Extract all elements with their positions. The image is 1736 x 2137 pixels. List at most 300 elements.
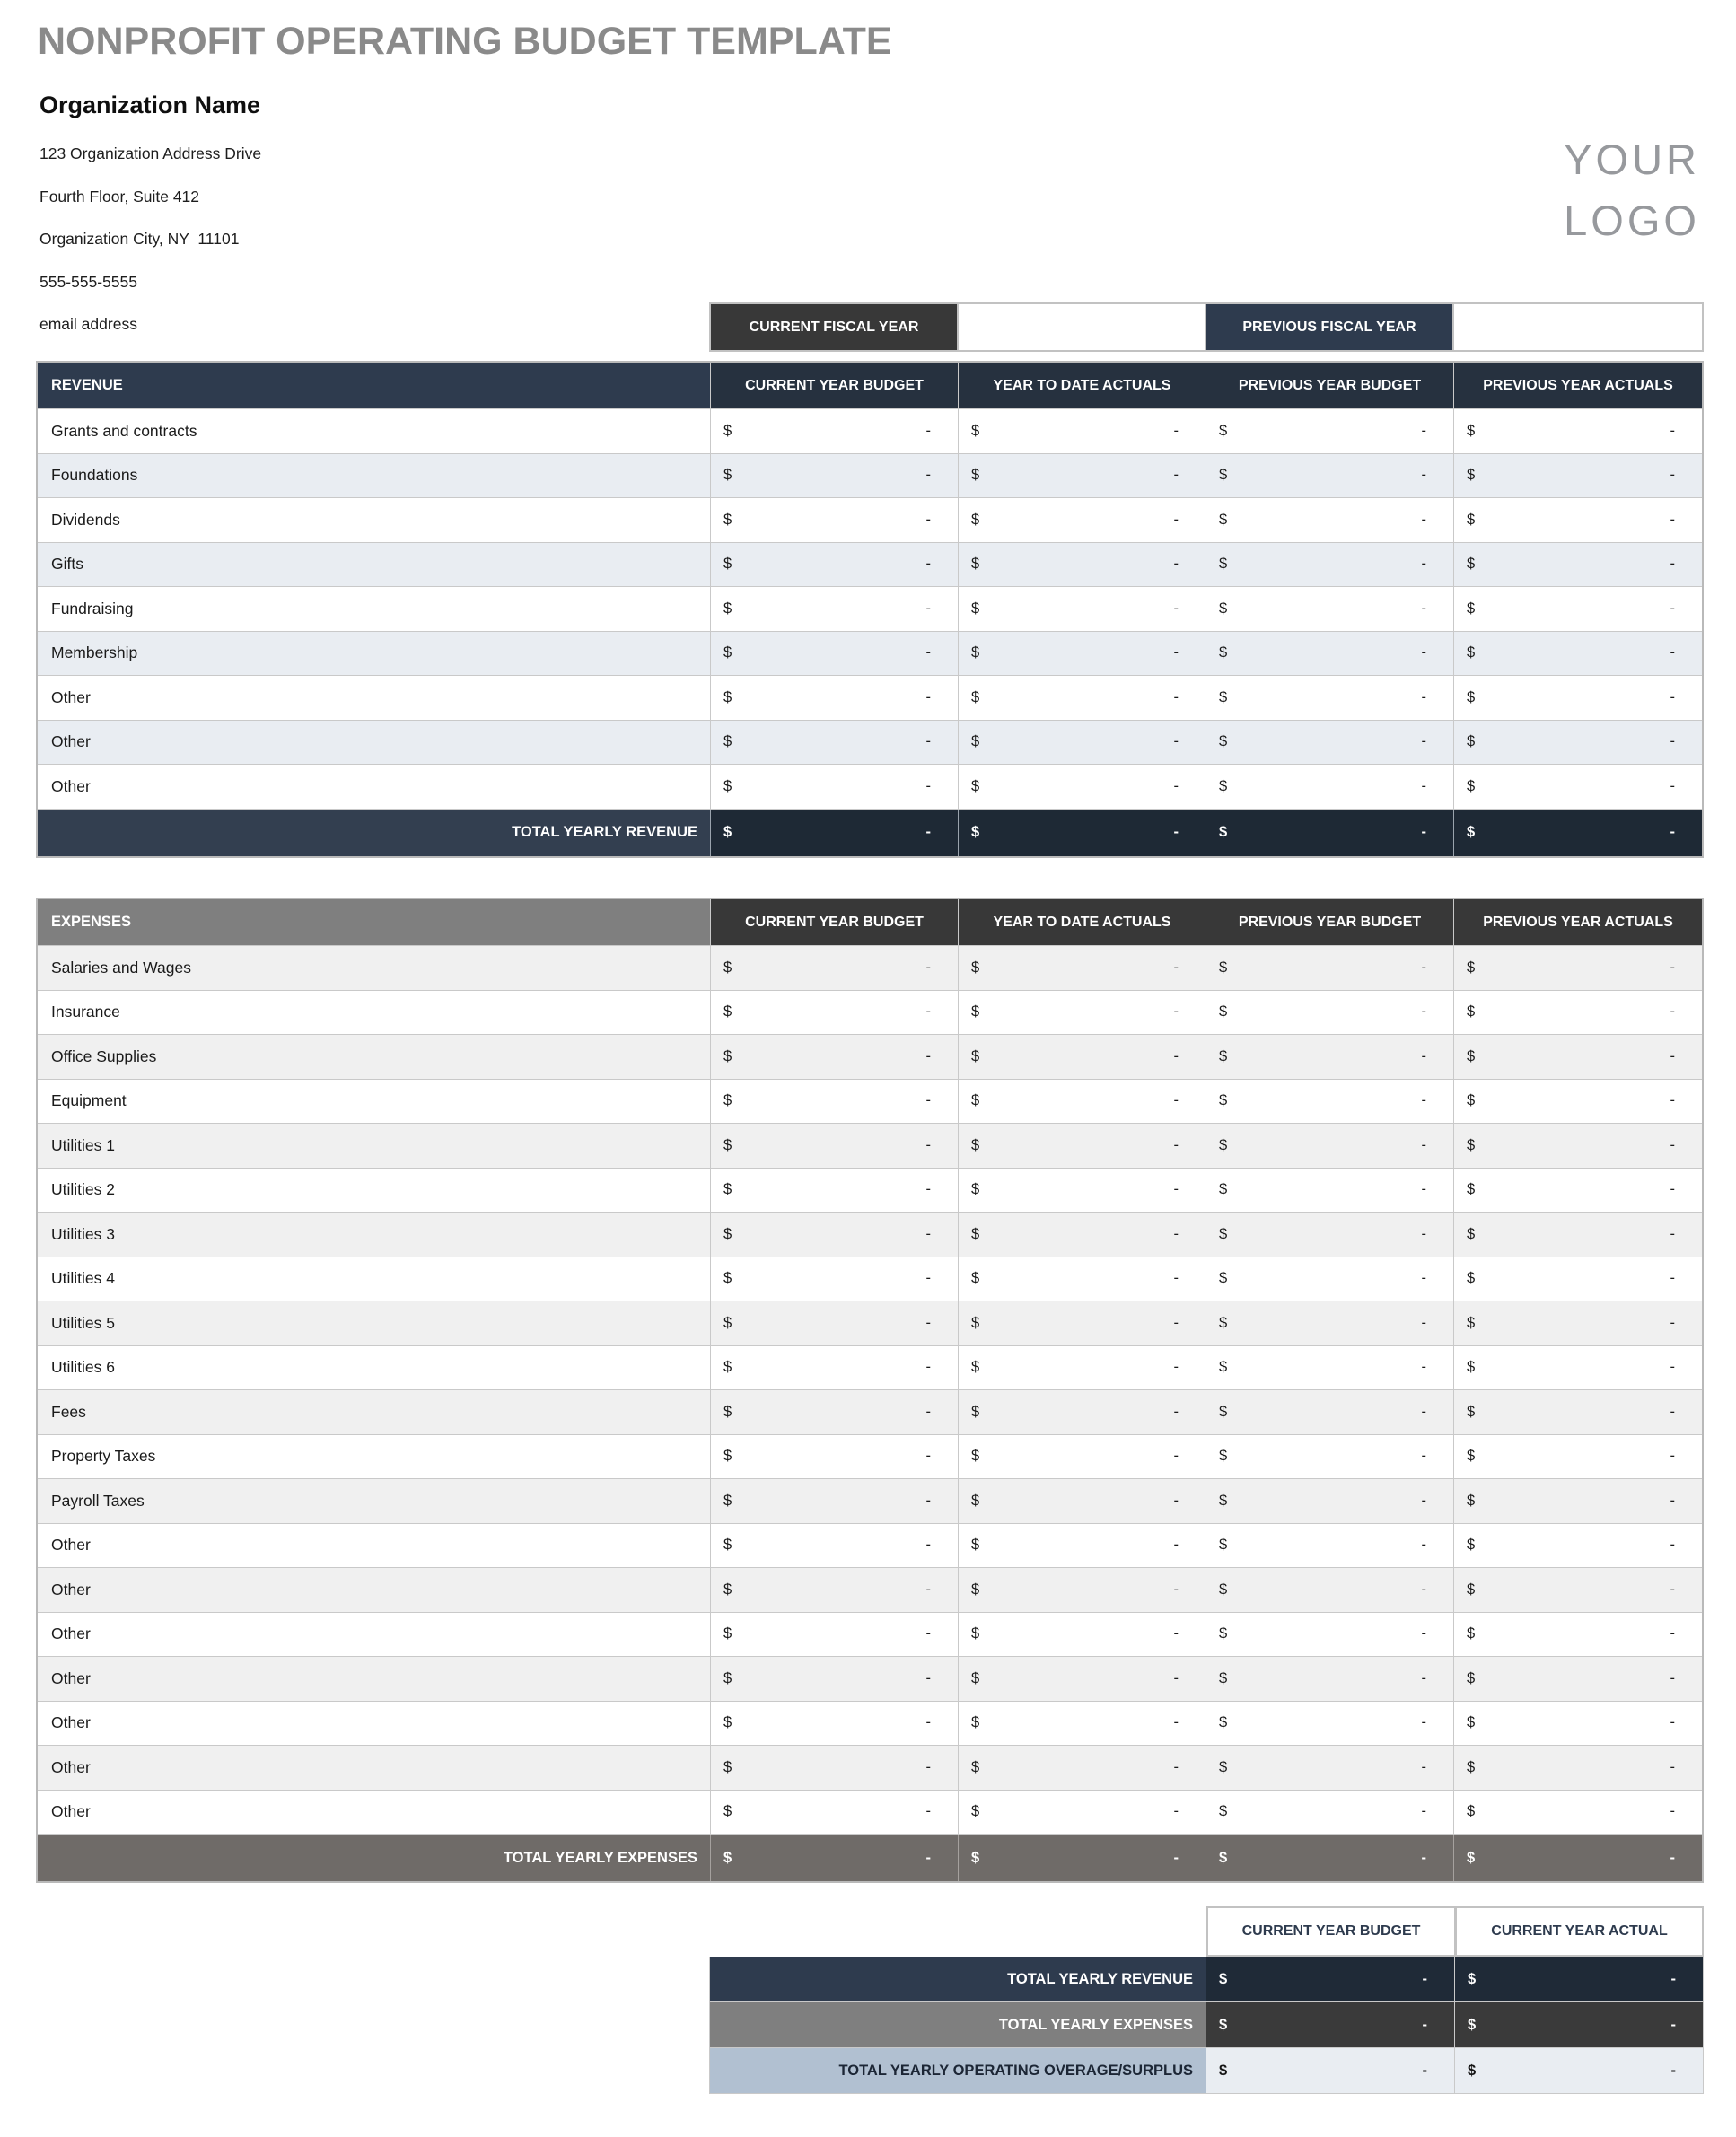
previous-fiscal-year-label: PREVIOUS FISCAL YEAR xyxy=(1206,304,1454,350)
currency-symbol: $ xyxy=(1467,1359,1476,1376)
expenses-amount-cell[interactable] xyxy=(1206,946,1454,991)
currency-symbol: $ xyxy=(723,467,732,484)
cell-value: - xyxy=(1670,1492,1675,1509)
expenses-amount-cell[interactable] xyxy=(711,1080,959,1125)
expenses-amount-cell[interactable] xyxy=(1454,1301,1702,1346)
currency-symbol: $ xyxy=(971,1403,980,1420)
expenses-amount-cell[interactable] xyxy=(1206,1479,1454,1524)
expenses-row-label[interactable]: Fees xyxy=(38,1390,711,1435)
revenue-amount-cell[interactable] xyxy=(1454,587,1702,632)
currency-symbol: $ xyxy=(1219,1181,1228,1198)
expenses-amount-cell[interactable] xyxy=(711,1346,959,1391)
currency-symbol: $ xyxy=(723,1537,732,1554)
expenses-amount-cell[interactable] xyxy=(1206,1124,1454,1169)
phone-number: 555-555-5555 xyxy=(39,272,137,291)
currency-symbol: $ xyxy=(1219,1714,1228,1731)
currency-symbol: $ xyxy=(971,1225,980,1242)
currency-symbol: $ xyxy=(971,511,980,528)
expenses-amount-cell[interactable] xyxy=(1206,1746,1454,1791)
currency-symbol: $ xyxy=(1219,2062,1228,2079)
cell-value: - xyxy=(925,1849,931,1866)
cell-value: - xyxy=(1421,1047,1426,1064)
currency-symbol: $ xyxy=(1467,644,1476,661)
currency-symbol: $ xyxy=(1467,1003,1476,1020)
expenses-amount-cell[interactable] xyxy=(711,1301,959,1346)
currency-symbol: $ xyxy=(971,1359,980,1376)
expenses-row-label[interactable]: Other xyxy=(38,1524,711,1569)
currency-symbol: $ xyxy=(1219,511,1228,528)
expenses-amount-cell[interactable] xyxy=(1206,1568,1454,1613)
summary-amount-cell xyxy=(1455,2048,1703,2093)
cell-value: - xyxy=(1421,1492,1426,1509)
expenses-row xyxy=(38,1657,1702,1702)
revenue-amount-cell[interactable] xyxy=(1206,721,1454,766)
expenses-row-label[interactable]: Other xyxy=(38,1613,711,1658)
cell-value: - xyxy=(1421,1314,1426,1331)
currency-symbol: $ xyxy=(971,688,980,705)
expenses-amount-cell[interactable] xyxy=(711,1568,959,1613)
cell-value: - xyxy=(1670,1003,1675,1020)
expenses-amount-cell[interactable] xyxy=(1454,1791,1702,1835)
expenses-amount-cell[interactable] xyxy=(1454,946,1702,991)
revenue-amount-cell[interactable] xyxy=(1454,676,1702,721)
cell-value: - xyxy=(1422,2062,1427,2079)
revenue-amount-cell[interactable] xyxy=(1454,409,1702,454)
revenue-amount-cell[interactable] xyxy=(1206,409,1454,454)
column-header: CURRENT YEAR BUDGET xyxy=(711,899,959,946)
currency-symbol: $ xyxy=(1467,1669,1476,1686)
revenue-row-label[interactable]: Other xyxy=(38,765,711,810)
expenses-amount-cell[interactable] xyxy=(1206,1035,1454,1080)
expenses-amount-cell[interactable] xyxy=(711,1657,959,1702)
currency-symbol: $ xyxy=(1219,1669,1228,1686)
cell-value: - xyxy=(925,1314,931,1331)
cell-value: - xyxy=(1173,422,1179,439)
cell-value: - xyxy=(925,1359,931,1376)
cell-value: - xyxy=(1670,2016,1676,2033)
currency-symbol: $ xyxy=(723,1581,732,1598)
cell-value: - xyxy=(1173,1849,1179,1866)
currency-symbol: $ xyxy=(1467,1492,1476,1509)
cell-value: - xyxy=(1421,824,1426,840)
expenses-amount-cell[interactable] xyxy=(959,991,1206,1036)
cell-value: - xyxy=(1173,1403,1179,1420)
revenue-amount-cell[interactable] xyxy=(711,587,959,632)
cell-value: - xyxy=(925,556,931,573)
expenses-amount-cell[interactable] xyxy=(1206,1213,1454,1257)
expenses-amount-cell[interactable] xyxy=(1454,1746,1702,1791)
expenses-amount-cell[interactable] xyxy=(1454,1702,1702,1747)
revenue-row-label[interactable]: Fundraising xyxy=(38,587,711,632)
cell-value: - xyxy=(1670,1448,1675,1465)
expenses-amount-cell[interactable] xyxy=(959,1035,1206,1080)
expenses-amount-cell[interactable] xyxy=(1206,1613,1454,1658)
currency-symbol: $ xyxy=(1467,1092,1476,1109)
expenses-amount-cell[interactable] xyxy=(711,991,959,1036)
previous-fiscal-year-value[interactable] xyxy=(1454,304,1702,350)
currency-symbol: $ xyxy=(1219,1492,1228,1509)
revenue-row-label[interactable]: Foundations xyxy=(38,454,711,499)
revenue-row-label[interactable]: Gifts xyxy=(38,543,711,588)
expenses-amount-cell[interactable] xyxy=(1206,1791,1454,1835)
cell-value: - xyxy=(1173,1359,1179,1376)
expenses-amount-cell[interactable] xyxy=(1206,1346,1454,1391)
currency-symbol: $ xyxy=(723,1314,732,1331)
revenue-row xyxy=(38,721,1702,766)
currency-symbol: $ xyxy=(723,1625,732,1642)
revenue-total-cell xyxy=(1206,810,1454,856)
cell-value: - xyxy=(1670,1092,1675,1109)
revenue-amount-cell[interactable] xyxy=(1206,765,1454,810)
expenses-row-label[interactable]: Other xyxy=(38,1746,711,1791)
currency-symbol: $ xyxy=(723,824,732,840)
expenses-amount-cell[interactable] xyxy=(1206,1080,1454,1125)
expenses-row-label[interactable]: Insurance xyxy=(38,991,711,1036)
cell-value: - xyxy=(925,422,931,439)
cell-value: - xyxy=(925,1669,931,1686)
cell-value: - xyxy=(1670,1803,1675,1820)
summary-row xyxy=(710,2002,1703,2048)
revenue-amount-cell[interactable] xyxy=(959,587,1206,632)
expenses-row-label[interactable]: Utilities 6 xyxy=(38,1346,711,1391)
expenses-row-label[interactable]: Other xyxy=(38,1657,711,1702)
expenses-amount-cell[interactable] xyxy=(1206,1257,1454,1302)
revenue-row-label[interactable]: Dividends xyxy=(38,498,711,543)
summary-row-label: TOTAL YEARLY EXPENSES xyxy=(710,2002,1206,2047)
revenue-amount-cell[interactable] xyxy=(1454,498,1702,543)
expenses-row-label[interactable]: Property Taxes xyxy=(38,1435,711,1480)
expenses-amount-cell[interactable] xyxy=(959,1169,1206,1213)
expenses-amount-cell[interactable] xyxy=(959,1746,1206,1791)
cell-value: - xyxy=(1421,1625,1426,1642)
revenue-amount-cell[interactable] xyxy=(1454,632,1702,677)
currency-symbol: $ xyxy=(971,1803,980,1820)
cell-value: - xyxy=(1421,600,1426,617)
current-fiscal-year-value[interactable] xyxy=(959,304,1206,350)
cell-value: - xyxy=(925,1758,931,1775)
currency-symbol: $ xyxy=(1219,2016,1228,2033)
currency-symbol: $ xyxy=(723,1403,732,1420)
expenses-amount-cell[interactable] xyxy=(711,1613,959,1658)
expenses-amount-cell[interactable] xyxy=(959,1524,1206,1569)
expenses-row-label[interactable]: Utilities 5 xyxy=(38,1301,711,1346)
expenses-amount-cell[interactable] xyxy=(1206,1702,1454,1747)
expenses-row-label[interactable]: Other xyxy=(38,1568,711,1613)
cell-value: - xyxy=(1173,1047,1179,1064)
cell-value: - xyxy=(1421,1803,1426,1820)
revenue-amount-cell[interactable] xyxy=(1206,632,1454,677)
revenue-amount-cell[interactable] xyxy=(1454,543,1702,588)
expenses-amount-cell[interactable] xyxy=(1454,1124,1702,1169)
revenue-amount-cell[interactable] xyxy=(959,543,1206,588)
expenses-amount-cell[interactable] xyxy=(1454,1035,1702,1080)
expenses-amount-cell[interactable] xyxy=(959,1702,1206,1747)
expenses-row-label[interactable]: Office Supplies xyxy=(38,1035,711,1080)
expenses-amount-cell[interactable] xyxy=(1454,1213,1702,1257)
expenses-row xyxy=(38,1746,1702,1791)
currency-symbol: $ xyxy=(1219,824,1228,840)
revenue-amount-cell[interactable] xyxy=(1206,676,1454,721)
revenue-amount-cell[interactable] xyxy=(711,498,959,543)
revenue-row-label[interactable]: Other xyxy=(38,676,711,721)
expenses-amount-cell[interactable] xyxy=(1454,1169,1702,1213)
expenses-amount-cell[interactable] xyxy=(959,1390,1206,1435)
cell-value: - xyxy=(1421,688,1426,705)
expenses-row-label[interactable]: Utilities 4 xyxy=(38,1257,711,1302)
currency-symbol: $ xyxy=(1219,556,1228,573)
currency-symbol: $ xyxy=(723,1669,732,1686)
expenses-row xyxy=(38,1080,1702,1125)
expenses-amount-cell[interactable] xyxy=(711,1435,959,1480)
expenses-amount-cell[interactable] xyxy=(1454,1524,1702,1569)
currency-symbol: $ xyxy=(1219,1537,1228,1554)
currency-symbol: $ xyxy=(1467,777,1476,794)
currency-symbol: $ xyxy=(1467,1625,1476,1642)
expenses-amount-cell[interactable] xyxy=(711,1791,959,1835)
currency-symbol: $ xyxy=(1219,1047,1228,1064)
expenses-amount-cell[interactable] xyxy=(711,1213,959,1257)
cell-value: - xyxy=(1670,644,1675,661)
expenses-row-label[interactable]: Utilities 1 xyxy=(38,1124,711,1169)
expenses-row-label[interactable]: Other xyxy=(38,1702,711,1747)
cell-value: - xyxy=(1173,959,1179,976)
currency-symbol: $ xyxy=(1467,556,1476,573)
expenses-amount-cell[interactable] xyxy=(959,1301,1206,1346)
currency-symbol: $ xyxy=(723,556,732,573)
revenue-amount-cell[interactable] xyxy=(1206,587,1454,632)
revenue-row-label[interactable]: Membership xyxy=(38,632,711,677)
revenue-row-label[interactable]: Other xyxy=(38,721,711,766)
expenses-row-label[interactable]: Utilities 2 xyxy=(38,1169,711,1213)
revenue-amount-cell[interactable] xyxy=(1206,543,1454,588)
revenue-amount-cell[interactable] xyxy=(959,676,1206,721)
currency-symbol: $ xyxy=(971,733,980,750)
cell-value: - xyxy=(1670,1403,1675,1420)
currency-symbol: $ xyxy=(1467,1448,1476,1465)
revenue-row-label[interactable]: Grants and contracts xyxy=(38,409,711,454)
expenses-total-cell xyxy=(711,1835,959,1881)
expenses-amount-cell[interactable] xyxy=(959,1080,1206,1125)
currency-symbol: $ xyxy=(971,1270,980,1287)
expenses-amount-cell[interactable] xyxy=(1454,1346,1702,1391)
expenses-amount-cell[interactable] xyxy=(959,1257,1206,1302)
expenses-amount-cell[interactable] xyxy=(1206,1169,1454,1213)
fiscal-year-strip xyxy=(709,302,1704,352)
currency-symbol: $ xyxy=(723,733,732,750)
currency-symbol: $ xyxy=(723,777,732,794)
expenses-amount-cell[interactable] xyxy=(1206,1390,1454,1435)
revenue-amount-cell[interactable] xyxy=(1206,498,1454,543)
revenue-amount-cell[interactable] xyxy=(711,454,959,499)
expenses-amount-cell[interactable] xyxy=(1454,1568,1702,1613)
revenue-amount-cell[interactable] xyxy=(959,632,1206,677)
revenue-total-cell xyxy=(1454,810,1702,856)
currency-symbol: $ xyxy=(971,1849,980,1866)
expenses-amount-cell[interactable] xyxy=(959,1124,1206,1169)
currency-symbol: $ xyxy=(1219,1849,1228,1866)
expenses-amount-cell[interactable] xyxy=(959,1479,1206,1524)
currency-symbol: $ xyxy=(1467,1581,1476,1598)
cell-value: - xyxy=(1422,2016,1427,2033)
revenue-amount-cell[interactable] xyxy=(711,409,959,454)
currency-symbol: $ xyxy=(723,1136,732,1153)
cell-value: - xyxy=(1421,1092,1426,1109)
currency-symbol: $ xyxy=(971,1537,980,1554)
cell-value: - xyxy=(925,1003,931,1020)
expenses-row-label[interactable]: Utilities 3 xyxy=(38,1213,711,1257)
expenses-row-label[interactable]: Equipment xyxy=(38,1080,711,1125)
expenses-amount-cell[interactable] xyxy=(711,1035,959,1080)
revenue-amount-cell[interactable] xyxy=(959,454,1206,499)
expenses-amount-cell[interactable] xyxy=(1454,1080,1702,1125)
cell-value: - xyxy=(925,1492,931,1509)
expenses-row xyxy=(38,991,1702,1036)
expenses-header-row xyxy=(38,899,1702,946)
expenses-amount-cell[interactable] xyxy=(711,1702,959,1747)
expenses-amount-cell[interactable] xyxy=(1454,1390,1702,1435)
cell-value: - xyxy=(925,733,931,750)
revenue-total-label: TOTAL YEARLY REVENUE xyxy=(38,810,711,856)
expenses-amount-cell[interactable] xyxy=(1454,1479,1702,1524)
expenses-amount-cell[interactable] xyxy=(959,1657,1206,1702)
revenue-amount-cell[interactable] xyxy=(711,676,959,721)
revenue-amount-cell[interactable] xyxy=(959,765,1206,810)
currency-symbol: $ xyxy=(1219,733,1228,750)
cell-value: - xyxy=(1421,1359,1426,1376)
revenue-header-row xyxy=(38,363,1702,409)
revenue-amount-cell[interactable] xyxy=(1454,721,1702,766)
currency-symbol: $ xyxy=(971,1448,980,1465)
currency-symbol: $ xyxy=(1219,1581,1228,1598)
revenue-row xyxy=(38,498,1702,543)
revenue-amount-cell[interactable] xyxy=(711,721,959,766)
cell-value: - xyxy=(925,1714,931,1731)
cell-value: - xyxy=(1173,1758,1179,1775)
expenses-amount-cell[interactable] xyxy=(1206,1435,1454,1480)
currency-symbol: $ xyxy=(723,1092,732,1109)
revenue-amount-cell[interactable] xyxy=(1454,454,1702,499)
cell-value: - xyxy=(1421,959,1426,976)
revenue-amount-cell[interactable] xyxy=(1206,454,1454,499)
expenses-row xyxy=(38,1435,1702,1480)
cell-value: - xyxy=(1173,1003,1179,1020)
cell-value: - xyxy=(1421,1758,1426,1775)
organization-address-block xyxy=(39,133,261,346)
expenses-amount-cell[interactable] xyxy=(1206,1301,1454,1346)
expenses-amount-cell[interactable] xyxy=(959,946,1206,991)
currency-symbol: $ xyxy=(1467,1714,1476,1731)
currency-symbol: $ xyxy=(723,644,732,661)
expenses-row xyxy=(38,1169,1702,1213)
currency-symbol: $ xyxy=(1219,1448,1228,1465)
currency-symbol: $ xyxy=(1219,1225,1228,1242)
expenses-amount-cell[interactable] xyxy=(1454,1257,1702,1302)
revenue-total-row xyxy=(38,810,1702,856)
currency-symbol: $ xyxy=(1467,467,1476,484)
cell-value: - xyxy=(925,1537,931,1554)
expenses-amount-cell[interactable] xyxy=(959,1213,1206,1257)
currency-symbol: $ xyxy=(723,1359,732,1376)
expenses-amount-cell[interactable] xyxy=(959,1346,1206,1391)
cell-value: - xyxy=(1670,1136,1675,1153)
expenses-amount-cell[interactable] xyxy=(959,1791,1206,1835)
cell-value: - xyxy=(1173,733,1179,750)
cell-value: - xyxy=(1421,467,1426,484)
cell-value: - xyxy=(1421,1537,1426,1554)
revenue-row xyxy=(38,543,1702,588)
revenue-amount-cell[interactable] xyxy=(711,543,959,588)
column-header: CURRENT YEAR BUDGET xyxy=(711,363,959,409)
cell-value: - xyxy=(1173,644,1179,661)
currency-symbol: $ xyxy=(971,1492,980,1509)
currency-symbol: $ xyxy=(971,644,980,661)
summary-header-row xyxy=(709,1906,1704,1957)
cell-value: - xyxy=(1421,777,1426,794)
expenses-total-cell xyxy=(1206,1835,1454,1881)
cell-value: - xyxy=(1670,556,1675,573)
cell-value: - xyxy=(1670,467,1675,484)
expenses-row xyxy=(38,1479,1702,1524)
currency-symbol: $ xyxy=(723,1714,732,1731)
revenue-amount-cell[interactable] xyxy=(711,765,959,810)
expenses-row-label[interactable]: Payroll Taxes xyxy=(38,1479,711,1524)
expenses-amount-cell[interactable] xyxy=(711,1257,959,1302)
currency-symbol: $ xyxy=(723,959,732,976)
currency-symbol: $ xyxy=(971,1092,980,1109)
expenses-table xyxy=(36,898,1704,1883)
expenses-amount-cell[interactable] xyxy=(1206,1657,1454,1702)
summary-table xyxy=(709,1906,1704,2094)
cell-value: - xyxy=(925,511,931,528)
address-line-1: 123 Organization Address Drive xyxy=(39,145,262,163)
expenses-amount-cell[interactable] xyxy=(1454,1613,1702,1658)
expenses-amount-cell[interactable] xyxy=(959,1568,1206,1613)
cell-value: - xyxy=(1173,1225,1179,1242)
expenses-amount-cell[interactable] xyxy=(1206,1524,1454,1569)
expenses-amount-cell[interactable] xyxy=(711,1169,959,1213)
expenses-row-label[interactable]: Other xyxy=(38,1791,711,1835)
currency-symbol: $ xyxy=(1219,1625,1228,1642)
expenses-amount-cell[interactable] xyxy=(711,946,959,991)
expenses-row-label[interactable]: Salaries and Wages xyxy=(38,946,711,991)
expenses-amount-cell[interactable] xyxy=(711,1479,959,1524)
expenses-amount-cell[interactable] xyxy=(959,1435,1206,1480)
currency-symbol: $ xyxy=(1467,733,1476,750)
currency-symbol: $ xyxy=(971,1314,980,1331)
cell-value: - xyxy=(1670,1314,1675,1331)
summary-amount-cell xyxy=(1206,2048,1455,2093)
revenue-amount-cell[interactable] xyxy=(1454,765,1702,810)
expenses-amount-cell[interactable] xyxy=(959,1613,1206,1658)
revenue-amount-cell[interactable] xyxy=(959,721,1206,766)
currency-symbol: $ xyxy=(723,600,732,617)
expenses-amount-cell[interactable] xyxy=(1454,1435,1702,1480)
expenses-amount-cell[interactable] xyxy=(1454,1657,1702,1702)
revenue-amount-cell[interactable] xyxy=(959,498,1206,543)
expenses-amount-cell[interactable] xyxy=(711,1390,959,1435)
expenses-amount-cell[interactable] xyxy=(711,1524,959,1569)
revenue-amount-cell[interactable] xyxy=(959,409,1206,454)
expenses-amount-cell[interactable] xyxy=(711,1746,959,1791)
cell-value: - xyxy=(925,467,931,484)
expenses-amount-cell[interactable] xyxy=(1454,991,1702,1036)
cell-value: - xyxy=(925,1092,931,1109)
revenue-amount-cell[interactable] xyxy=(711,632,959,677)
currency-symbol: $ xyxy=(1219,467,1228,484)
currency-symbol: $ xyxy=(1219,1003,1228,1020)
expenses-amount-cell[interactable] xyxy=(1206,991,1454,1036)
expenses-amount-cell[interactable] xyxy=(711,1124,959,1169)
